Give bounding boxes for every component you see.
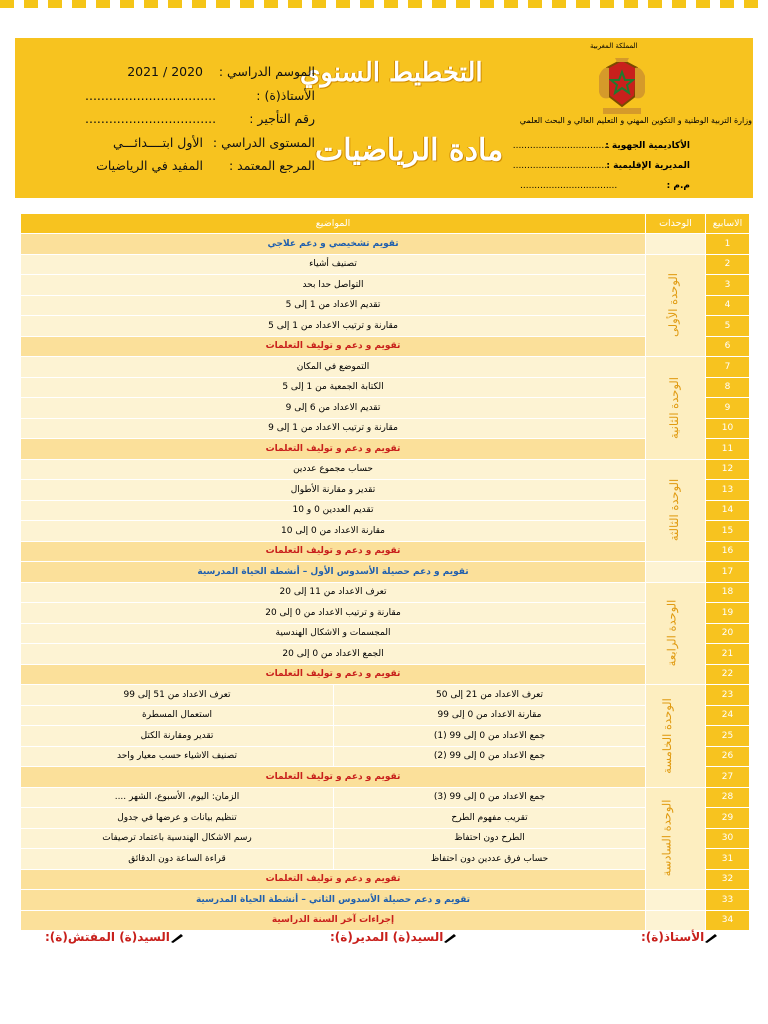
topic-cell: مقارنة و ترتيب الاعداد من 1 إلى 9 (21, 418, 646, 439)
unit-label (646, 357, 706, 460)
week-number: 25 (706, 726, 750, 747)
topic-cell: جمع الاعداد من 0 إلى 99 (2) (334, 746, 646, 767)
table-row (21, 808, 750, 829)
director-signature-label: السيد(ة) المدير(ة): (330, 930, 444, 944)
table-row (21, 521, 750, 542)
teacher-signature (641, 930, 718, 944)
topic-cell: مقارنة الاعداد من 0 إلى 10 (21, 521, 646, 542)
pen-icon (443, 933, 457, 943)
topic-cell: الطرح دون احتفاظ (334, 828, 646, 849)
week-number: 10 (706, 418, 750, 439)
info-label: الأستاذ(ة) : (256, 87, 315, 103)
unit-empty (646, 910, 706, 931)
topic-cell: تقدير و مقارنة الأطوال (21, 480, 646, 501)
table-row (21, 828, 750, 849)
info-value: ................................. (85, 111, 217, 127)
academy-value: .................................. (512, 141, 610, 151)
unit-label (646, 787, 706, 890)
week-number: 18 (706, 582, 750, 603)
week-number: 31 (706, 849, 750, 870)
info-label: رقم التأجير : (249, 111, 315, 127)
section-row-label: تقويم و دعم و توليف التعلمات (21, 767, 646, 788)
unit-label (646, 254, 706, 357)
table-row (21, 316, 750, 337)
table-row (21, 254, 750, 275)
table-row (21, 623, 750, 644)
plan-title: التخطيط السنوي (300, 58, 483, 88)
week-number: 9 (706, 398, 750, 419)
header-weeks: الاسابيع (706, 214, 750, 234)
director-signature (330, 930, 457, 944)
week-number: 7 (706, 357, 750, 378)
topic-cell: الكتابة الجمعية من 1 إلى 5 (21, 377, 646, 398)
section-row-label: تقويم و دعم حصيلة الأسدوس الأول – أنشطة الحياة المدرسية (21, 562, 646, 583)
info-value: ................................. (85, 87, 217, 103)
unit-label-text: الوحدة الثانية (667, 376, 682, 439)
section-row-label: تقويم و دعم و توليف التعلمات (21, 439, 646, 460)
topic-cell: تنظيم بيانات و عرضها في جدول (21, 808, 334, 829)
table-row (21, 849, 750, 870)
topic-cell: استعمال المسطرة (21, 705, 334, 726)
info-value: المفيد في الرياضيات (96, 158, 203, 174)
week-number: 11 (706, 439, 750, 460)
table-row (21, 562, 750, 583)
pen-icon (704, 933, 718, 943)
directorate-label: المديرية الإقليمية : (606, 161, 690, 171)
section-row-label: تقويم و دعم و توليف التعلمات (21, 869, 646, 890)
week-number: 13 (706, 480, 750, 501)
topic-cell: تقريب مفهوم الطرح (334, 808, 646, 829)
week-number: 28 (706, 787, 750, 808)
table-row (21, 357, 750, 378)
topic-cell: المجسمات و الاشكال الهندسية (21, 623, 646, 644)
info-label: المرجع المعتمد : (228, 158, 315, 174)
topic-cell: تصنيف الاشياء حسب معيار واحد (21, 746, 334, 767)
week-number: 15 (706, 521, 750, 542)
annual-plan-table (20, 213, 750, 931)
topic-cell: تقديم الاعداد من 1 إلى 5 (21, 295, 646, 316)
topic-cell: تعرف الاعداد من 11 إلى 20 (21, 582, 646, 603)
week-number: 21 (706, 644, 750, 665)
info-value: الأول ابتــــدائـــي (113, 134, 203, 150)
topic-cell: مقارنة و ترتيب الاعداد من 1 إلى 5 (21, 316, 646, 337)
school-label: م.م : (666, 181, 690, 191)
table-row (21, 295, 750, 316)
table-row (21, 418, 750, 439)
week-number: 3 (706, 275, 750, 296)
table-row (21, 275, 750, 296)
unit-empty (646, 234, 706, 255)
header-topics: المواضيع (21, 214, 646, 234)
unit-label-text: الوحدة الثالثة (666, 479, 681, 542)
week-number: 6 (706, 336, 750, 357)
week-number: 24 (706, 705, 750, 726)
inspector-signature-label: السيد(ة) المفتش(ة): (45, 930, 170, 944)
table-row (21, 582, 750, 603)
week-number: 14 (706, 500, 750, 521)
section-row-label: تقويم تشخيصي و دعم علاجي (21, 234, 646, 255)
topic-cell: مقارنة الاعداد من 0 إلى 99 (334, 705, 646, 726)
teacher-signature-label: الأستاذ(ة): (641, 930, 705, 944)
week-number: 12 (706, 459, 750, 480)
week-number: 17 (706, 562, 750, 583)
week-number: 23 (706, 685, 750, 706)
info-label: المستوى الدراسي : (212, 134, 315, 150)
topic-cell: تقديم العددين 0 و 10 (21, 500, 646, 521)
section-row-label: تقويم و دعم و توليف التعلمات (21, 336, 646, 357)
subject-title: مادة الرياضيات (315, 133, 504, 168)
top-decoration (0, 0, 768, 16)
table-row (21, 439, 750, 460)
week-number: 1 (706, 234, 750, 255)
school-value: .................................. (520, 181, 618, 191)
unit-label-text: الوحدة الرابعة (664, 599, 679, 667)
topic-cell: حساب فرق عددين دون احتفاظ (334, 849, 646, 870)
unit-label (646, 685, 706, 788)
week-number: 33 (706, 890, 750, 911)
table-row (21, 910, 750, 931)
table-row (21, 767, 750, 788)
table-row (21, 459, 750, 480)
table-row (21, 869, 750, 890)
week-number: 26 (706, 746, 750, 767)
table-row (21, 664, 750, 685)
week-number: 22 (706, 664, 750, 685)
table-row (21, 705, 750, 726)
table-row (21, 746, 750, 767)
admin-info (512, 136, 690, 196)
topic-cell: جمع الاعداد من 0 إلى 99 (3) (334, 787, 646, 808)
week-number: 19 (706, 603, 750, 624)
topic-cell: تقديم الاعداد من 6 إلى 9 (21, 398, 646, 419)
table-row (21, 377, 750, 398)
topic-cell: التواصل حدا بحد (21, 275, 646, 296)
table-row (21, 398, 750, 419)
table-row (21, 685, 750, 706)
unit-label (646, 459, 706, 562)
info-value: 2020 / 2021 (127, 64, 203, 80)
inspector-signature (45, 930, 184, 944)
header-panel (15, 38, 753, 198)
table-row (21, 336, 750, 357)
topic-cell: حساب مجموع عددين (21, 459, 646, 480)
section-row-label: تقويم و دعم و توليف التعلمات (21, 541, 646, 562)
table-row (21, 644, 750, 665)
unit-label-text: الوحدة الأولى (666, 273, 681, 338)
unit-empty (646, 890, 706, 911)
directorate-value: .................................. (512, 161, 610, 171)
header-units: الوحدات (646, 214, 706, 234)
topic-cell: الزمان: اليوم، الأسبوع، الشهر .... (21, 787, 334, 808)
table-row (21, 541, 750, 562)
week-number: 30 (706, 828, 750, 849)
week-number: 5 (706, 316, 750, 337)
topic-cell: تقدير ومقارنة الكتل (21, 726, 334, 747)
topic-cell: تعرف الاعداد من 21 إلى 50 (334, 685, 646, 706)
week-number: 20 (706, 623, 750, 644)
unit-label (646, 582, 706, 685)
table-row (21, 726, 750, 747)
week-number: 8 (706, 377, 750, 398)
topic-cell: تعرف الاعداد من 51 إلى 99 (21, 685, 334, 706)
table-body (21, 234, 750, 931)
table-row (21, 603, 750, 624)
week-number: 29 (706, 808, 750, 829)
table-row (21, 890, 750, 911)
table-row (21, 234, 750, 255)
academy-label: الأكاديمية الجهوية : (605, 141, 690, 151)
week-number: 27 (706, 767, 750, 788)
topic-cell: رسم الاشكال الهندسية باعتماد ترصيفات (21, 828, 334, 849)
table-row (21, 480, 750, 501)
info-block (85, 60, 315, 178)
section-row-label: تقويم و دعم حصيلة الأسدوس الثاني – أنشطة الحياة المدرسية (21, 890, 646, 911)
topic-cell: قراءة الساعة دون الدقائق (21, 849, 334, 870)
kingdom-label: المملكة المغربية (590, 42, 638, 50)
ministry-label: وزارة التربية الوطنية و التكوين المهني و التعليم العالي و البحث العلمي (519, 116, 752, 125)
week-number: 34 (706, 910, 750, 931)
topic-cell: تصنيف أشياء (21, 254, 646, 275)
table-row (21, 787, 750, 808)
week-number: 16 (706, 541, 750, 562)
week-number: 32 (706, 869, 750, 890)
topic-cell: الجمع الاعداد من 0 إلى 20 (21, 644, 646, 665)
topic-cell: التموضع في المكان (21, 357, 646, 378)
pen-icon (170, 933, 184, 943)
week-number: 4 (706, 295, 750, 316)
unit-label-text: الوحدة الخامسة (660, 697, 675, 774)
topic-cell: جمع الاعداد من 0 إلى 99 (1) (334, 726, 646, 747)
topic-cell: مقارنة و ترتيب الاعداد من 0 إلى 20 (21, 603, 646, 624)
table-row (21, 500, 750, 521)
week-number: 2 (706, 254, 750, 275)
section-row-label: تقويم و دعم و توليف التعلمات (21, 664, 646, 685)
info-label: الموسم الدراسي : (218, 64, 315, 80)
coat-of-arms-icon (593, 56, 651, 118)
section-row-label: إجراءات آخر السنة الدراسية (21, 910, 646, 931)
unit-empty (646, 562, 706, 583)
unit-label-text: الوحدة السادسة (659, 799, 674, 877)
